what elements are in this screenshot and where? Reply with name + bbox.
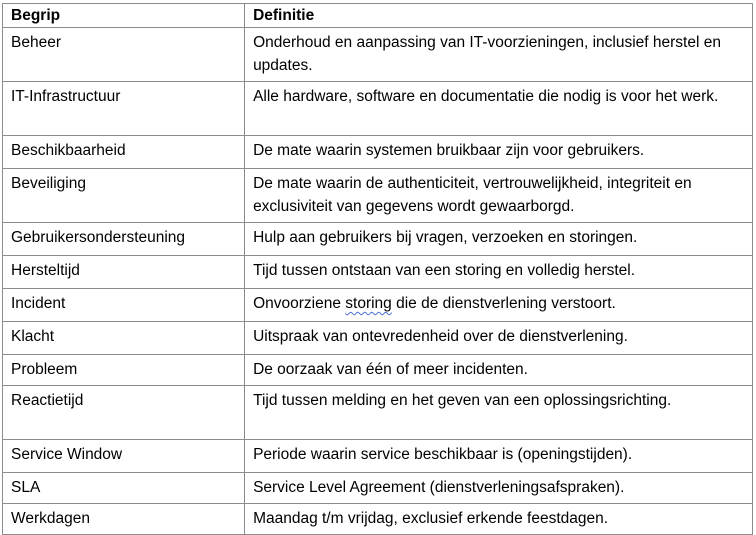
definition-cell: Tijd tussen melding en het geven van een oplossingsrichting.: [245, 386, 753, 440]
definition-cell: Alle hardware, software en documentatie die nodig is voor het werk.: [245, 82, 753, 136]
header-term: Begrip: [3, 4, 245, 28]
definition-cell: Tijd tussen ontstaan van een storing en volledig herstel.: [245, 256, 753, 289]
term-cell: Beveiliging: [3, 169, 245, 223]
table-row: [3, 355, 753, 386]
term-cell: Klacht: [3, 322, 245, 355]
term-cell: Incident: [3, 289, 245, 322]
table-row: [3, 504, 753, 535]
term-cell: Beschikbaarheid: [3, 136, 245, 169]
header-definition: Definitie: [245, 4, 753, 28]
term-cell: IT-Infrastructuur: [3, 82, 245, 136]
table-row: [3, 28, 753, 82]
table-row: [3, 256, 753, 289]
table-row: [3, 473, 753, 504]
definition-text-after: die de dienstverlening verstoort.: [391, 295, 616, 312]
term-cell: Probleem: [3, 355, 245, 386]
spellcheck-flagged-word: storing: [345, 295, 392, 312]
definition-cell: De mate waarin systemen bruikbaar zijn voor gebruikers.: [245, 136, 753, 169]
definition-cell: Onderhoud en aanpassing van IT-voorzieningen, inclusief herstel en updates.: [245, 28, 753, 82]
table-row: [3, 322, 753, 355]
table-row: [3, 289, 753, 322]
term-cell: Gebruikersondersteuning: [3, 223, 245, 256]
definition-cell: Hulp aan gebruikers bij vragen, verzoeken en storingen.: [245, 223, 753, 256]
table-row: [3, 169, 753, 223]
definition-cell: Uitspraak van ontevredenheid over de dienstverlening.: [245, 322, 753, 355]
definition-cell: [245, 289, 753, 322]
definition-cell: De mate waarin de authenticiteit, vertrouwelijkheid, integriteit en exclusiviteit van gegevens wordt gewaarborgd.: [245, 169, 753, 223]
term-cell: Werkdagen: [3, 504, 245, 535]
term-cell: Reactietijd: [3, 386, 245, 440]
table-row: [3, 223, 753, 256]
term-cell: SLA: [3, 473, 245, 504]
definition-cell: De oorzaak van één of meer incidenten.: [245, 355, 753, 386]
term-cell: Hersteltijd: [3, 256, 245, 289]
table-row: [3, 82, 753, 136]
glossary-table: [2, 3, 753, 535]
table-row: [3, 386, 753, 440]
definition-cell: Service Level Agreement (dienstverleningsafspraken).: [245, 473, 753, 504]
definition-text-before: Onvoorziene: [253, 295, 346, 312]
table-row: [3, 136, 753, 169]
term-cell: Beheer: [3, 28, 245, 82]
table-row: [3, 440, 753, 473]
table-header-row: [3, 4, 753, 28]
definition-cell: Maandag t/m vrijdag, exclusief erkende feestdagen.: [245, 504, 753, 535]
definition-cell: Periode waarin service beschikbaar is (openingstijden).: [245, 440, 753, 473]
term-cell: Service Window: [3, 440, 245, 473]
